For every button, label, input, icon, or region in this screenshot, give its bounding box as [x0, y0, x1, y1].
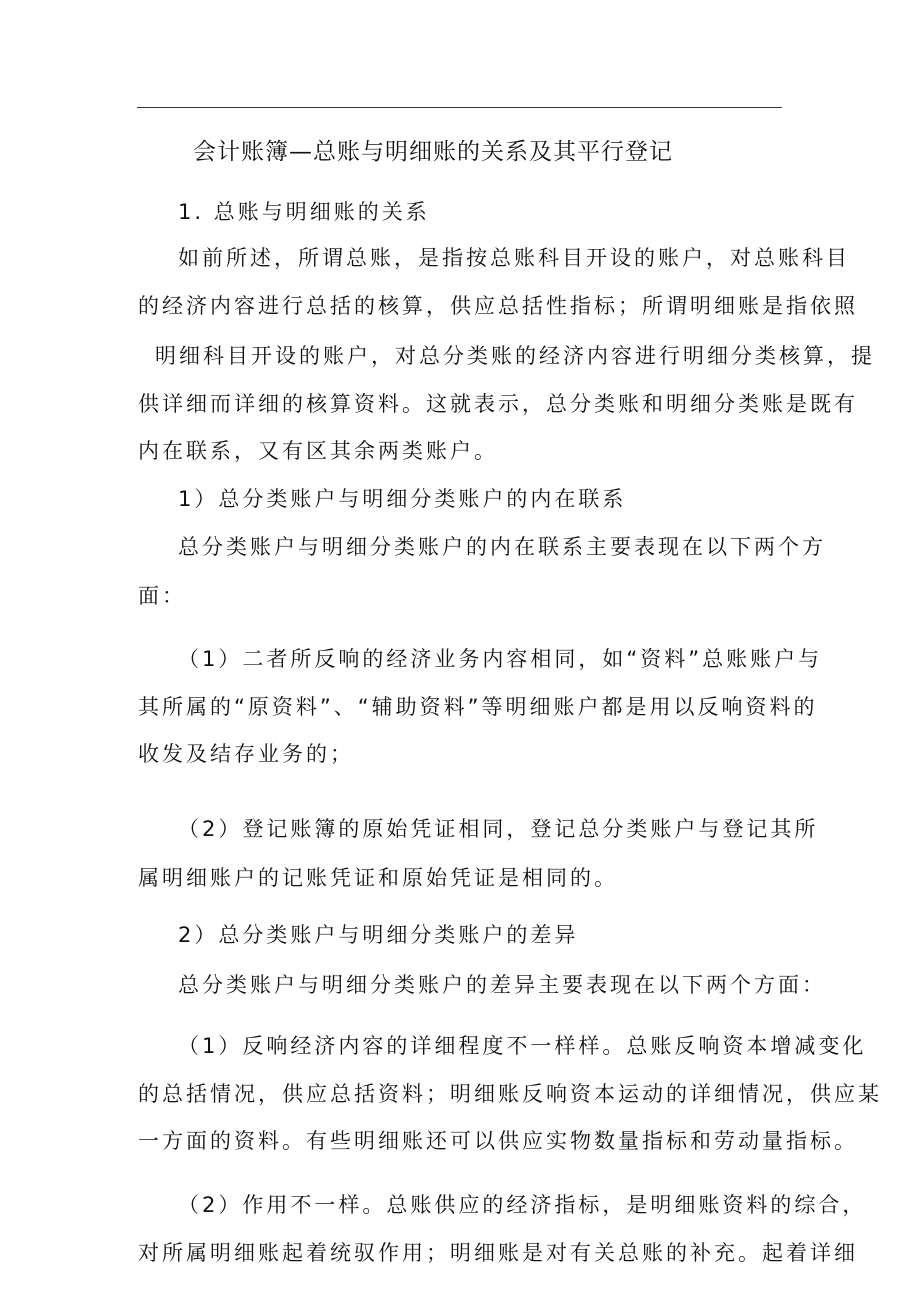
paragraph-line: 供详细而详细的核算资料。这就表示，总分类账和明细分类账是既有	[138, 392, 858, 416]
subsection-heading: 1）总分类账户与明细分类账户的内在联系	[178, 487, 627, 511]
paragraph-line: 其所属的“原资料”、“辅助资料”等明细账户都是用以反响资料的	[138, 695, 818, 719]
paragraph-line: 属明细账户的记账凭证和原始凭证是相同的。	[138, 866, 618, 890]
paragraph-line: 明细科目开设的账户，对总分类账的经济内容进行明细分类核算，提	[155, 344, 875, 368]
paragraph-line: 的经济内容进行总括的核算，供应总括性指标；所谓明细账是指依照	[138, 294, 858, 318]
paragraph-line: 总分类账户与明细分类账户的差异主要表现在以下两个方面：	[178, 973, 826, 997]
paragraph-line: 对所属明细账起着统驭作用；明细账是对有关总账的补充。起着详细	[138, 1241, 858, 1265]
paragraph-line: （1）反响经济内容的详细程度不一样样。总账反响资本增减变化	[178, 1034, 867, 1058]
paragraph-line: 一方面的资料。有些明细账还可以供应实物数量指标和劳动量指标。	[138, 1129, 858, 1153]
paragraph-line: 内在联系，又有区其余两类账户。	[138, 439, 498, 463]
paragraph-line: 面：	[138, 584, 186, 608]
paragraph-line: （2）登记账簿的原始凭证相同，登记总分类账户与登记其所	[178, 817, 819, 841]
paragraph-line: （1）二者所反响的经济业务内容相同，如“资料”总账账户与	[178, 647, 823, 671]
document-title: 会计账簿—总账与明细账的关系及其平行登记	[193, 139, 673, 165]
header-rule	[137, 107, 782, 108]
subsection-heading: 2）总分类账户与明细分类账户的差异	[178, 923, 579, 947]
paragraph-line: 如前所述，所谓总账，是指按总账科目开设的账户，对总账科目	[178, 246, 850, 270]
paragraph-line: 收发及结存业务的；	[138, 742, 354, 766]
paragraph-line: 总分类账户与明细分类账户的内在联系主要表现在以下两个方	[178, 535, 826, 559]
section-heading: 1. 总账与明细账的关系	[178, 200, 430, 224]
paragraph-line: 的总括情况，供应总括资料；明细账反响资本运动的详细情况，供应某	[138, 1082, 882, 1106]
paragraph-line: （2）作用不一样。总账供应的经济指标，是明细账资料的综合，	[178, 1193, 867, 1217]
